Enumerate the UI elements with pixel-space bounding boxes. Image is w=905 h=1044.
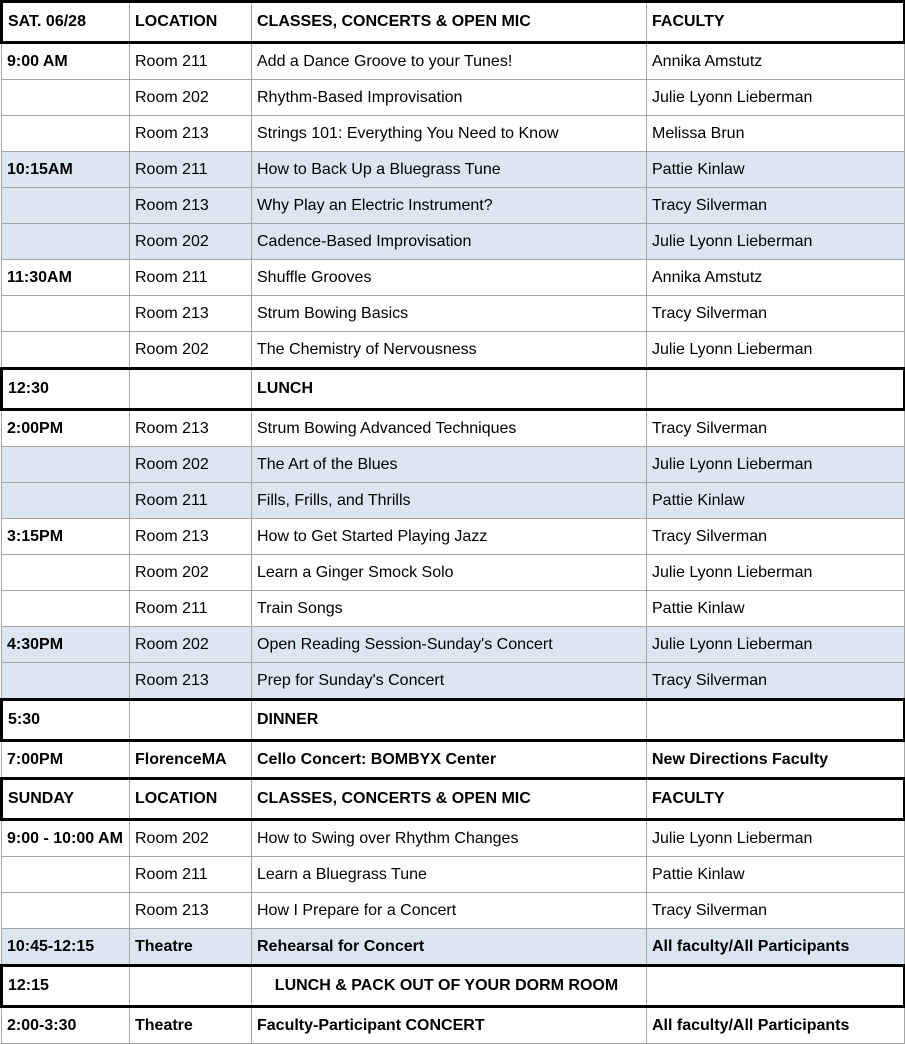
cell-time: 5:30 — [2, 700, 130, 741]
cell-class: Train Songs — [252, 591, 647, 627]
cell-faculty: Tracy Silverman — [647, 296, 905, 332]
cell-time — [2, 857, 130, 893]
cell-time: 10:15AM — [2, 152, 130, 188]
cell-time: 12:30 — [2, 369, 130, 410]
cell-class: Open Reading Session-Sunday's Concert — [252, 627, 647, 663]
cell-class: Shuffle Grooves — [252, 260, 647, 296]
cell-faculty: Pattie Kinlaw — [647, 483, 905, 519]
cell-faculty: Julie Lyonn Lieberman — [647, 80, 905, 116]
cell-class: Cello Concert: BOMBYX Center — [252, 741, 647, 779]
schedule-session-row — [2, 820, 905, 857]
cell-class: Learn a Bluegrass Tune — [252, 857, 647, 893]
cell-faculty: Tracy Silverman — [647, 519, 905, 555]
cell-class: Learn a Ginger Smock Solo — [252, 555, 647, 591]
cell-faculty: Julie Lyonn Lieberman — [647, 627, 905, 663]
cell-faculty: Melissa Brun — [647, 116, 905, 152]
cell-faculty: Julie Lyonn Lieberman — [647, 820, 905, 857]
cell-location: Room 211 — [130, 483, 252, 519]
cell-faculty: Tracy Silverman — [647, 410, 905, 447]
cell-class: Strings 101: Everything You Need to Know — [252, 116, 647, 152]
cell-time — [2, 296, 130, 332]
cell-time — [2, 555, 130, 591]
schedule-session-row — [2, 116, 905, 152]
cell-faculty: All faculty/All Participants — [647, 929, 905, 966]
schedule-session-row — [2, 447, 905, 483]
cell-time — [2, 188, 130, 224]
cell-faculty: All faculty/All Participants — [647, 1007, 905, 1044]
schedule-session-row — [2, 663, 905, 700]
schedule-session-row — [2, 591, 905, 627]
cell-faculty: FACULTY — [647, 779, 905, 820]
schedule-session-row — [2, 857, 905, 893]
cell-location: Room 202 — [130, 447, 252, 483]
cell-time — [2, 447, 130, 483]
cell-location: Room 202 — [130, 627, 252, 663]
cell-location: Room 213 — [130, 663, 252, 700]
cell-faculty: Tracy Silverman — [647, 893, 905, 929]
cell-location: Room 202 — [130, 80, 252, 116]
schedule-session-row — [2, 410, 905, 447]
schedule-meal-row — [2, 369, 905, 410]
cell-class: Rhythm-Based Improvisation — [252, 80, 647, 116]
schedule-session-row — [2, 519, 905, 555]
cell-time — [2, 224, 130, 260]
schedule-session-row — [2, 43, 905, 80]
schedule-session-row — [2, 929, 905, 966]
cell-location: Room 202 — [130, 224, 252, 260]
cell-location: Room 202 — [130, 820, 252, 857]
schedule-session-row — [2, 296, 905, 332]
cell-class: The Art of the Blues — [252, 447, 647, 483]
cell-faculty: Julie Lyonn Lieberman — [647, 447, 905, 483]
cell-time — [2, 591, 130, 627]
cell-class: CLASSES, CONCERTS & OPEN MIC — [252, 2, 647, 43]
cell-faculty — [647, 369, 905, 410]
cell-time: SUNDAY — [2, 779, 130, 820]
cell-class: DINNER — [252, 700, 647, 741]
cell-time: 11:30AM — [2, 260, 130, 296]
schedule-session-row — [2, 1007, 905, 1044]
cell-time: 7:00PM — [2, 741, 130, 779]
schedule-meal-row — [2, 966, 905, 1007]
cell-class: How to Back Up a Bluegrass Tune — [252, 152, 647, 188]
cell-faculty: Annika Amstutz — [647, 260, 905, 296]
schedule-session-row — [2, 627, 905, 663]
cell-location: Room 211 — [130, 857, 252, 893]
cell-class: Fills, Frills, and Thrills — [252, 483, 647, 519]
cell-time: 9:00 - 10:00 AM — [2, 820, 130, 857]
cell-location — [130, 966, 252, 1007]
schedule-session-row — [2, 893, 905, 929]
schedule-session-row — [2, 260, 905, 296]
schedule-header-row — [2, 2, 905, 43]
cell-faculty: Annika Amstutz — [647, 43, 905, 80]
schedule-session-row — [2, 483, 905, 519]
schedule-session-row — [2, 224, 905, 260]
cell-location: Room 211 — [130, 43, 252, 80]
schedule-meal-row — [2, 700, 905, 741]
cell-faculty: Pattie Kinlaw — [647, 591, 905, 627]
cell-time: 3:15PM — [2, 519, 130, 555]
schedule-session-row — [2, 555, 905, 591]
cell-location: Theatre — [130, 929, 252, 966]
cell-faculty: Julie Lyonn Lieberman — [647, 555, 905, 591]
cell-time — [2, 663, 130, 700]
cell-location: Room 213 — [130, 893, 252, 929]
cell-faculty: Pattie Kinlaw — [647, 857, 905, 893]
schedule-session-row — [2, 152, 905, 188]
cell-class: Strum Bowing Basics — [252, 296, 647, 332]
cell-class: The Chemistry of Nervousness — [252, 332, 647, 369]
cell-faculty: Pattie Kinlaw — [647, 152, 905, 188]
cell-time: 2:00-3:30 — [2, 1007, 130, 1044]
cell-location: Room 213 — [130, 188, 252, 224]
cell-location: Room 211 — [130, 260, 252, 296]
cell-time: 10:45-12:15 — [2, 929, 130, 966]
cell-location — [130, 369, 252, 410]
cell-faculty: Julie Lyonn Lieberman — [647, 224, 905, 260]
cell-time — [2, 893, 130, 929]
schedule-session-row — [2, 80, 905, 116]
cell-time: 4:30PM — [2, 627, 130, 663]
schedule-session-row — [2, 332, 905, 369]
cell-time: 2:00PM — [2, 410, 130, 447]
cell-location: Room 211 — [130, 152, 252, 188]
cell-time: SAT. 06/28 — [2, 2, 130, 43]
cell-class: LUNCH & PACK OUT OF YOUR DORM ROOM — [252, 966, 647, 1007]
cell-faculty: New Directions Faculty — [647, 741, 905, 779]
cell-location: Room 213 — [130, 410, 252, 447]
cell-location — [130, 700, 252, 741]
cell-class: Cadence-Based Improvisation — [252, 224, 647, 260]
cell-location: Room 213 — [130, 116, 252, 152]
cell-time — [2, 332, 130, 369]
schedule-session-row — [2, 188, 905, 224]
cell-time — [2, 116, 130, 152]
cell-time — [2, 80, 130, 116]
cell-class: Faculty-Participant CONCERT — [252, 1007, 647, 1044]
cell-time: 12:15 — [2, 966, 130, 1007]
cell-faculty: Tracy Silverman — [647, 663, 905, 700]
cell-class: Strum Bowing Advanced Techniques — [252, 410, 647, 447]
cell-location: Room 213 — [130, 519, 252, 555]
cell-class: How I Prepare for a Concert — [252, 893, 647, 929]
schedule-session-row — [2, 741, 905, 779]
cell-class: How to Get Started Playing Jazz — [252, 519, 647, 555]
cell-location: LOCATION — [130, 779, 252, 820]
cell-time — [2, 483, 130, 519]
cell-faculty: Tracy Silverman — [647, 188, 905, 224]
cell-class: Why Play an Electric Instrument? — [252, 188, 647, 224]
cell-location: Theatre — [130, 1007, 252, 1044]
cell-location: FlorenceMA — [130, 741, 252, 779]
cell-faculty: Julie Lyonn Lieberman — [647, 332, 905, 369]
cell-location: LOCATION — [130, 2, 252, 43]
cell-class: Prep for Sunday's Concert — [252, 663, 647, 700]
cell-faculty — [647, 700, 905, 741]
cell-class: Add a Dance Groove to your Tunes! — [252, 43, 647, 80]
cell-faculty: FACULTY — [647, 2, 905, 43]
cell-class: How to Swing over Rhythm Changes — [252, 820, 647, 857]
cell-faculty — [647, 966, 905, 1007]
cell-time: 9:00 AM — [2, 43, 130, 80]
cell-class: CLASSES, CONCERTS & OPEN MIC — [252, 779, 647, 820]
cell-location: Room 213 — [130, 296, 252, 332]
cell-location: Room 211 — [130, 591, 252, 627]
schedule-header-row — [2, 779, 905, 820]
cell-class: LUNCH — [252, 369, 647, 410]
cell-location: Room 202 — [130, 332, 252, 369]
cell-class: Rehearsal for Concert — [252, 929, 647, 966]
schedule-body — [2, 2, 905, 1044]
cell-location: Room 202 — [130, 555, 252, 591]
